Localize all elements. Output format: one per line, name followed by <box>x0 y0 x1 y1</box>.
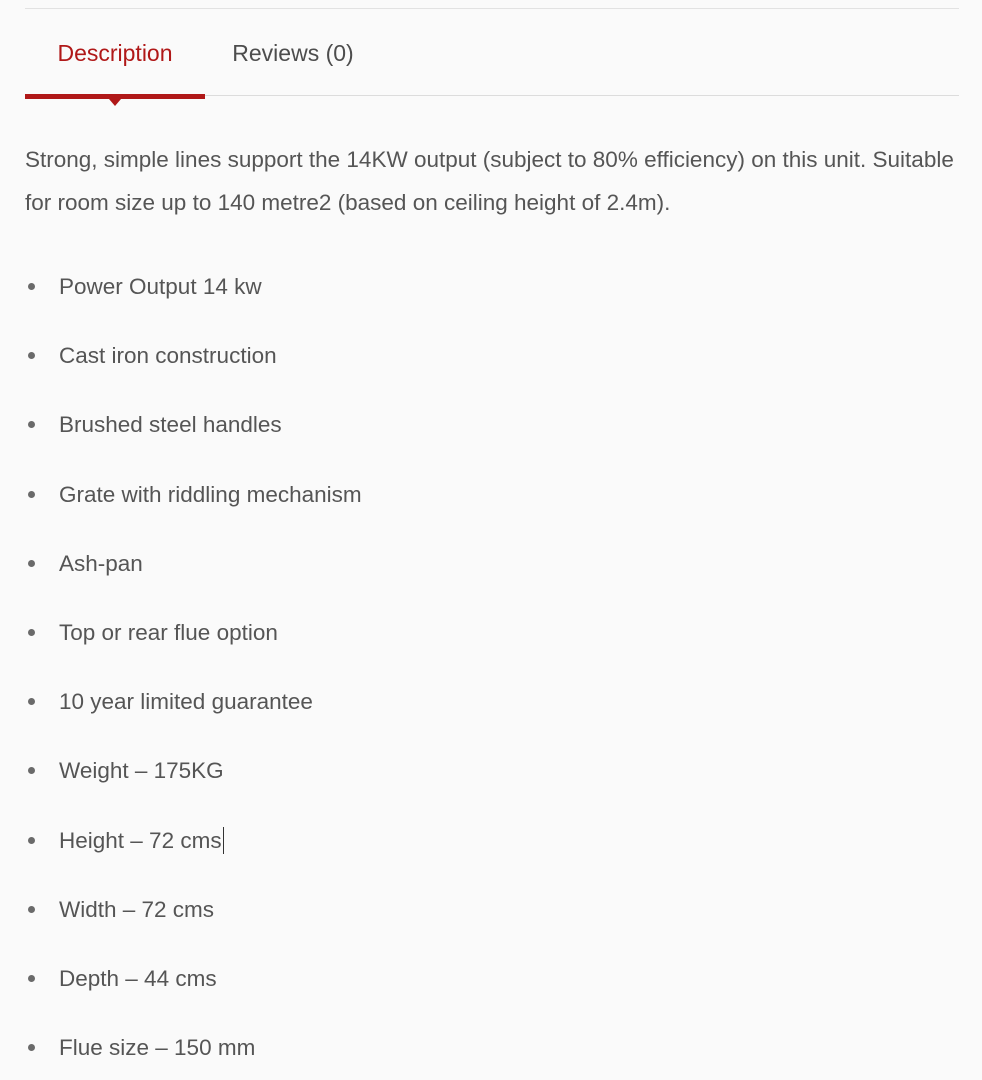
list-item <box>25 390 955 459</box>
tab-description[interactable]: Description <box>57 40 173 66</box>
bullet-dot-icon <box>28 906 35 913</box>
list-item-text: Height – 72 cms <box>59 827 222 853</box>
triangle-down-icon <box>109 99 121 106</box>
list-item <box>25 598 955 667</box>
list-item <box>25 252 955 321</box>
bullet-dot-icon <box>28 283 35 290</box>
list-item-text: Ash-pan <box>59 550 143 576</box>
list-item-text: 10 year limited guarantee <box>59 689 313 715</box>
list-item-text: Power Output 14 kw <box>59 274 262 299</box>
tab-reviews[interactable]: Reviews (0) <box>232 40 354 66</box>
list-item-text: Brushed steel handles <box>59 412 282 438</box>
text-cursor <box>223 827 224 854</box>
list-item <box>25 806 955 875</box>
list-item <box>25 321 955 390</box>
list-item-text: Grate with riddling mechanism <box>59 481 362 507</box>
list-item-text: Depth – 44 cms <box>59 965 217 991</box>
product-tabs <box>25 9 959 96</box>
bullet-dot-icon <box>28 975 35 982</box>
list-item <box>25 667 955 736</box>
bullet-dot-icon <box>28 767 35 774</box>
bullet-dot-icon <box>28 352 35 359</box>
list-item <box>25 460 955 529</box>
feature-list <box>25 252 955 1080</box>
list-item <box>25 944 955 1013</box>
list-item-text: Top or rear flue option <box>59 619 278 645</box>
list-item <box>25 875 955 944</box>
list-item <box>25 529 955 598</box>
bullet-dot-icon <box>28 1044 35 1051</box>
product-description: Strong, simple lines support the 14KW output (subject to 80% efficiency) on this unit. Suitable for room size up to 140 metre2 (based on ceiling height of 2.4m). <box>25 147 954 215</box>
list-item <box>25 1013 955 1080</box>
list-item-text: Weight – 175KG <box>59 758 224 784</box>
bullet-dot-icon <box>28 837 35 844</box>
bullet-dot-icon <box>28 698 35 705</box>
bullet-dot-icon <box>28 560 35 567</box>
list-item-text: Flue size – 150 mm <box>59 1035 256 1061</box>
bullet-dot-icon <box>28 491 35 498</box>
list-item <box>25 736 955 805</box>
list-item-text: Cast iron construction <box>59 343 277 369</box>
bullet-dot-icon <box>28 629 35 636</box>
bullet-dot-icon <box>28 421 35 428</box>
list-item-text: Width – 72 cms <box>59 896 215 922</box>
